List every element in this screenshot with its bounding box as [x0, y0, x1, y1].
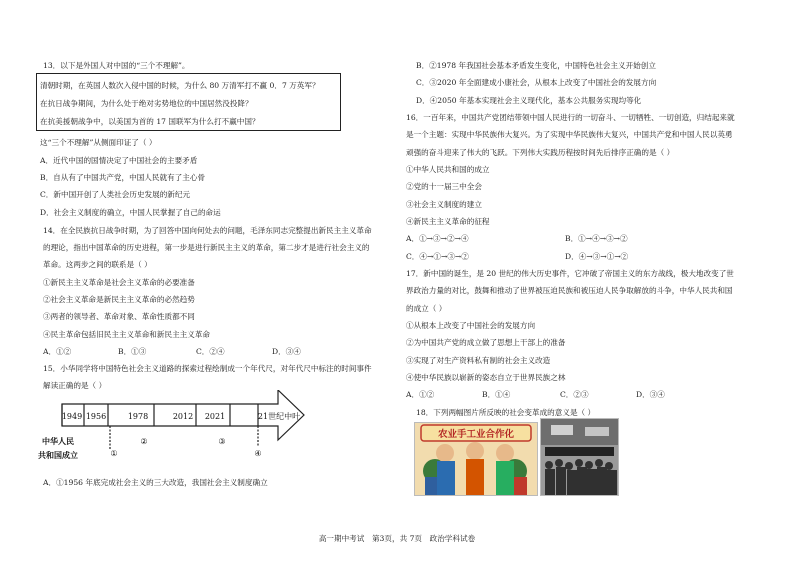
start-label-2: 共和国成立 [38, 450, 78, 460]
year-1978: 1978 [127, 412, 149, 421]
q13-box-line-1: 清朝时期，在英国人数次入侵中国的时候，为什么 80 万清军打不赢 0．7 万英军？ [40, 81, 320, 90]
mark-4: ④ [254, 449, 262, 458]
q14-answer-d: D．③④ [272, 347, 301, 356]
q17-statement-3: ③实现了对生产资料私有制的社会主义改造 [406, 356, 551, 365]
q18-stem: 18．下列两幅图片所反映的社会变革成的意义是（ ） [416, 408, 596, 417]
q16-event-4: ④新民主主义革命的征程 [406, 217, 490, 226]
year-1956: 1956 [85, 412, 107, 421]
q13-box-line-3: 在抗美援朝战争中，以美国为首的 17 国联军为什么打不赢中国？ [40, 117, 260, 126]
q17-statement-1: ①从根本上改变了中国社会的发展方向 [406, 321, 536, 330]
page-footer: 高一期中考试 第3页，共 7页 政治学科试卷 [318, 534, 476, 543]
q17-answer-b: B．①④ [482, 390, 511, 399]
q15-option-c: C．③2020 年全面建成小康社会，从根本上改变了中国社会的发展方向 [416, 78, 657, 87]
q16-line-2: 是一个主题：实现中华民族伟大复兴。为了实现中华民族伟大复兴，中国共产党和中国人民以英勇 [406, 130, 733, 139]
q17-line-2: 界政治力量的对比，鼓舞和推动了世界被压迫民族和被压迫人民争取解放的斗争，中华人民共和国 [406, 286, 733, 295]
q15-line-1: 15．小华同学将中国特色社会主义道路的探索过程绘制成一个年代尺，对年代尺中标注的时间事件 [43, 364, 372, 373]
mark-1: ① [110, 449, 118, 458]
q17-line-1: 17．新中国的诞生，是 20 世纪的伟大历史事件，它冲破了帝国主义的东方战线，极大地改变了世 [406, 269, 734, 278]
historical-parade-photo [540, 418, 619, 496]
q16-event-1: ①中华人民共和国的成立 [406, 165, 490, 174]
q15-option-a: A．①1956 年底完成社会主义的三大改造，我国社会主义制度确立 [43, 478, 268, 487]
q16-answer-c: C．④→①→③→② [406, 252, 469, 261]
q15-option-d: D．④2050 年基本实现社会主义现代化，基本公共服务实现均等化 [416, 96, 642, 105]
q14-statement-2: ②社会主义革命是新民主主义革命的必然趋势 [43, 295, 195, 304]
q14-line-2: 的理论，指出中国革命的历史进程，第一步是进行新民主主义的革命，第二步才是进行社会主义的 [43, 243, 370, 252]
start-label-1: 中华人民 [42, 436, 74, 446]
q16-answer-b: B．①→④→③→② [565, 234, 628, 243]
q15-option-b: B．②1978 年我国社会基本矛盾发生变化，中国特色社会主义开始创立 [416, 61, 656, 70]
q14-answer-a: A．①② [43, 347, 72, 356]
q16-line-1: 16．一百年来，中国共产党团结带领中国人民进行的一切奋斗、一切牺牲、一切创造，归结起来就 [406, 113, 735, 122]
q13-box-line-2: 在抗日战争期间，为什么处于绝对劣势地位的中国居然没投降？ [40, 99, 253, 108]
q15-line-2: 解读正确的是（ ） [43, 381, 107, 390]
q14-statement-3: ③两者的领导者、革命对象、革命性质都不同 [43, 312, 195, 321]
year-2021: 2021 [204, 412, 226, 421]
q16-answer-a: A．①→③→②→④ [406, 234, 469, 243]
q14-statement-1: ①新民主主义革命是社会主义革命的必要准备 [43, 278, 195, 287]
q14-line-3: 革命。这两步之间的联系是（ ） [43, 260, 152, 269]
q14-line-1: 14．在全民族抗日战争时期，为了回答中国向何处去的问题，毛泽东同志完整提出新民主主义革命 [43, 226, 372, 235]
q16-line-3: 顽强的奋斗迎来了伟大的飞跃。下列伟大实践历程按时间先后排序正确的是（ ） [406, 148, 675, 157]
parade-photo-illustration [541, 419, 618, 495]
year-2012: 2012 [172, 412, 194, 421]
q17-answer-c: C．②③ [560, 390, 589, 399]
q17-answer-a: A．①② [406, 390, 435, 399]
q17-answer-d: D．③④ [636, 390, 665, 399]
q14-statement-4: ④民主革命包括旧民主主义革命和新民主主义革命 [43, 330, 211, 339]
q13-option-c: C．新中国开创了人类社会历史发展的新纪元 [40, 190, 191, 199]
q13-stem: 13．以下是外国人对中国的“三个不理解”。 [43, 61, 190, 70]
q14-answer-c: C．②④ [196, 347, 225, 356]
q14-answer-b: B．①③ [118, 347, 147, 356]
q13-option-b: B．自从有了中国共产党，中国人民就有了主心骨 [40, 173, 206, 182]
q16-event-2: ②党的十一届三中全会 [406, 182, 482, 191]
q13-option-d: D．社会主义制度的确立，中国人民掌握了自己的命运 [40, 208, 221, 217]
poster-illustration [415, 423, 537, 495]
q13-prompt: 这“三个不理解”从侧面印证了（ ） [40, 138, 157, 147]
mark-3: ③ [218, 437, 226, 446]
year-21c: 21世纪中叶 [257, 412, 301, 421]
q13-option-a: A．近代中国的国情决定了中国社会的主要矛盾 [40, 156, 198, 165]
poster-title: 农业手工业合作化 [437, 429, 515, 440]
year-1949: 1949 [61, 412, 83, 421]
cooperative-poster-image [414, 422, 538, 496]
q17-line-3: 的成立（ ） [406, 304, 447, 313]
q17-statement-4: ④使中华民族以崭新的姿态自立于世界民族之林 [406, 373, 566, 382]
q16-event-3: ③社会主义制度的建立 [406, 200, 482, 209]
mark-2: ② [140, 437, 148, 446]
q17-statement-2: ②为中国共产党的成立做了思想上干部上的准备 [406, 338, 566, 347]
q16-answer-d: D．④→③→①→② [565, 252, 629, 261]
timeline-diagram [36, 390, 336, 466]
